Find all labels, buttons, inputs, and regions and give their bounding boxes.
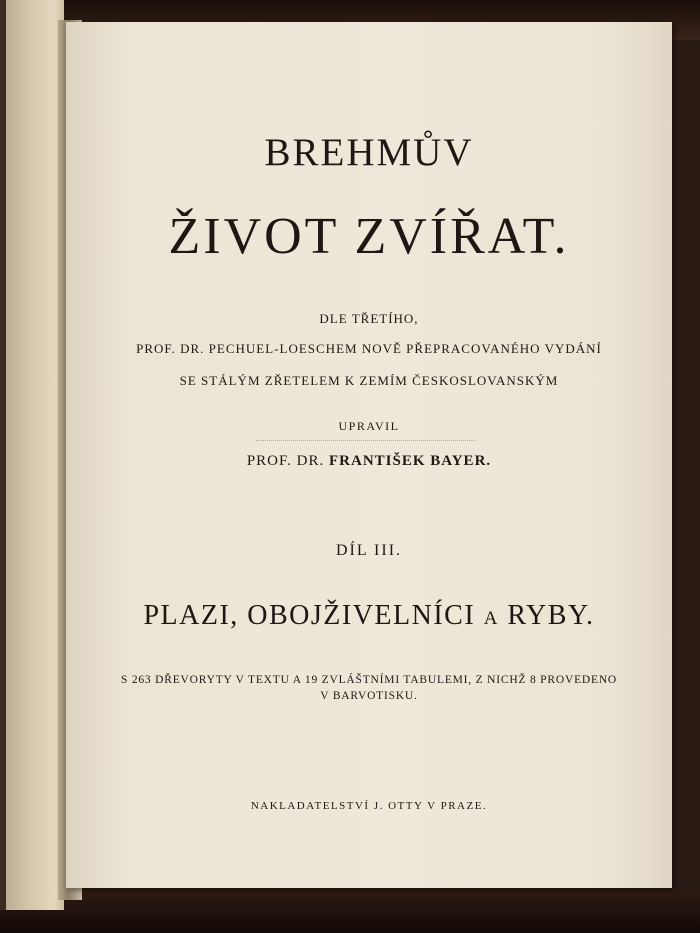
subject-connector: A bbox=[483, 608, 499, 629]
background-bottom bbox=[0, 890, 700, 933]
volume-label: DÍL III. bbox=[335, 542, 403, 559]
book-title-line-1: BREHMŮV bbox=[264, 131, 474, 174]
edition-line-3: SE STÁLÝM ZŘETELEM K ZEMÍM ČESKOSLOVANSKÝM bbox=[179, 373, 559, 388]
dotted-divider bbox=[256, 440, 476, 441]
editor-prefix: PROF. DR. bbox=[246, 453, 325, 469]
subject-part-1: PLAZI, OBOJŽIVELNÍCI bbox=[143, 600, 476, 631]
volume-subject bbox=[66, 600, 672, 632]
illustrations-line-1: S 263 DŘEVORYTY V TEXTU A 19 ZVLÁŠTNÍMI TABULEMI, Z NICHŽ 8 PROVEDENO bbox=[120, 674, 618, 686]
subject-part-2: RYBY. bbox=[507, 600, 595, 631]
editor-name: FRANTIŠEK BAYER. bbox=[329, 453, 492, 469]
book-cover-edge bbox=[0, 0, 6, 910]
left-page-edge bbox=[0, 0, 64, 910]
edited-by-label: UPRAVIL bbox=[338, 419, 400, 433]
book-title-line-2: ŽIVOT ZVÍŘAT. bbox=[168, 208, 570, 265]
title-page bbox=[66, 22, 672, 888]
publisher-imprint: NAKLADATELSTVÍ J. OTTY V PRAZE. bbox=[250, 800, 488, 812]
edition-line-2: PROF. DR. PECHUEL-LOESCHEM NOVĚ PŘEPRACOVANÉHO VYDÁNÍ bbox=[136, 341, 602, 356]
editor-line bbox=[66, 453, 672, 470]
illustrations-line-2: V BARVOTISKU. bbox=[320, 690, 418, 702]
edition-line-1: DLE TŘETÍHO, bbox=[319, 311, 419, 326]
